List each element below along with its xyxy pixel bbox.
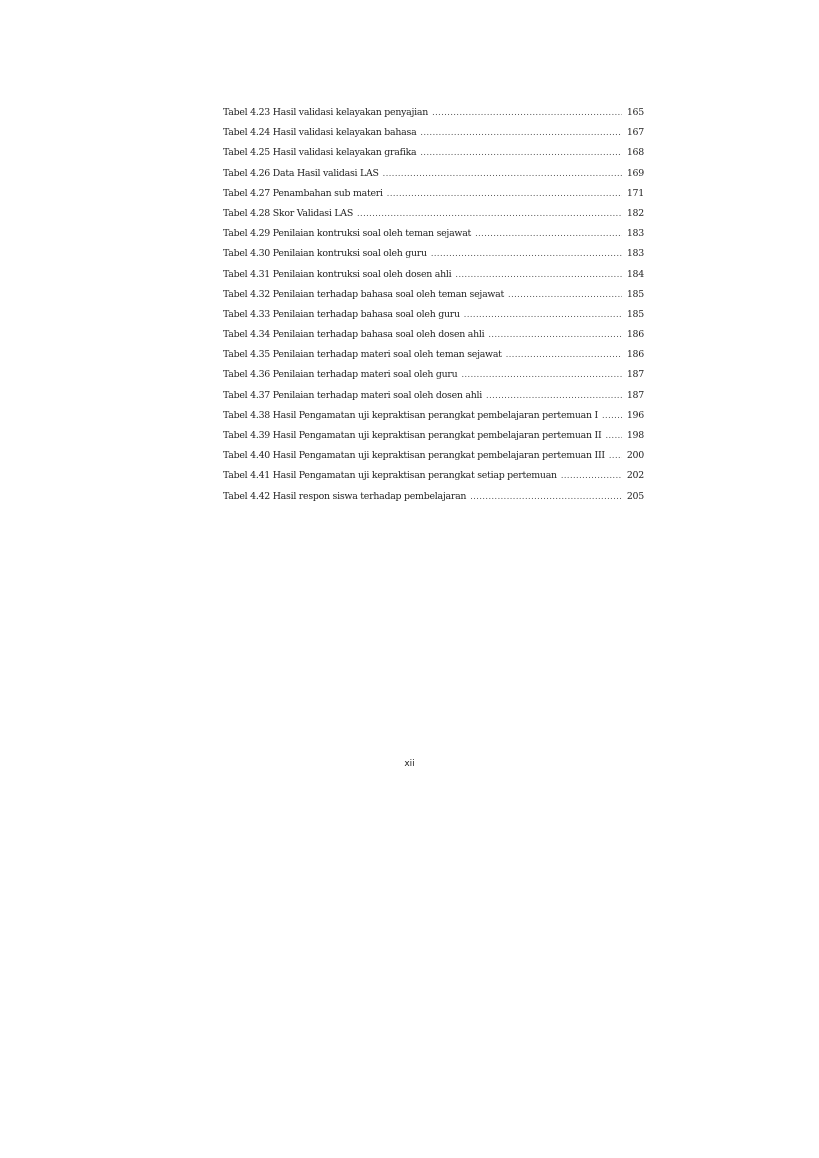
dot-leader — [605, 431, 622, 440]
toc-entry-title: Tabel 4.40 Hasil Pengamatan uji kepraktisan perangkat pembelajaran pertemuan III — [223, 450, 605, 462]
toc-entry-page-number: 183 — [626, 228, 644, 240]
dot-leader — [461, 370, 622, 379]
toc-entry-title: Tabel 4.37 Penilaian terhadap materi soal oleh dosen ahli — [223, 389, 483, 401]
dot-leader — [464, 310, 622, 319]
toc-entry-title: Tabel 4.31 Penilaian kontruksi soal oleh dosen ahli — [223, 268, 452, 280]
toc-entry-title: Tabel 4.30 Penilaian kontruksi soal oleh guru — [223, 248, 427, 260]
toc-entry — [223, 147, 644, 167]
toc-entry-page-number: 182 — [626, 207, 644, 219]
toc-entry-page-number: 165 — [626, 107, 644, 118]
page-number: xii — [404, 759, 415, 769]
toc-entry-page-number: 167 — [626, 127, 644, 139]
toc-entry — [223, 491, 644, 511]
toc-entry-page-number: 186 — [626, 349, 644, 361]
toc-entry-title: Tabel 4.39 Hasil Pengamatan uji kepraktisan perangkat pembelajaran pertemuan II — [223, 430, 602, 441]
toc-entry-page-number: 168 — [626, 147, 644, 159]
toc-entry — [223, 168, 644, 188]
toc-entry-page-number: 169 — [626, 167, 644, 179]
toc-entry — [223, 248, 644, 268]
dot-leader — [432, 108, 622, 117]
dot-leader — [475, 229, 622, 238]
toc-entry — [223, 470, 644, 490]
toc-entry — [223, 269, 644, 289]
dot-leader — [561, 471, 622, 480]
toc-entry-page-number: 205 — [626, 490, 644, 502]
toc-entry — [223, 289, 644, 309]
toc-entry-title: Tabel 4.26 Data Hasil validasi LAS — [223, 167, 379, 179]
toc-entry — [223, 329, 644, 349]
toc-entry — [223, 430, 644, 450]
dot-leader — [486, 391, 622, 400]
dot-leader — [609, 451, 622, 460]
toc-entry-title: Tabel 4.32 Penilaian terhadap bahasa soal oleh teman sejawat — [223, 288, 505, 300]
dot-leader — [420, 148, 622, 157]
dot-leader — [602, 411, 622, 420]
dot-leader — [431, 249, 622, 258]
dot-leader — [387, 189, 622, 198]
toc-entry-title: Tabel 4.25 Hasil validasi kelayakan grafika — [223, 147, 417, 159]
toc-entry — [223, 127, 644, 147]
toc-entry-page-number: 187 — [626, 369, 644, 381]
dot-leader — [420, 128, 622, 137]
toc-entry-page-number: 183 — [626, 248, 644, 260]
toc-entry-title: Tabel 4.33 Penilaian terhadap bahasa soal oleh guru — [223, 308, 460, 320]
toc-entry — [223, 188, 644, 208]
toc-entry-title: Tabel 4.35 Penilaian terhadap materi soal oleh teman sejawat — [223, 349, 502, 361]
dot-leader — [488, 330, 622, 339]
toc-entry — [223, 349, 644, 369]
toc-entry-title: Tabel 4.36 Penilaian terhadap materi soal oleh guru — [223, 369, 458, 381]
dot-leader — [383, 169, 622, 178]
toc-entry-page-number: 185 — [626, 288, 644, 300]
toc-entry-title: Tabel 4.29 Penilaian kontruksi soal oleh teman sejawat — [223, 228, 472, 240]
toc-entry-title: Tabel 4.42 Hasil respon siswa terhadap pembelajaran — [223, 490, 467, 502]
toc-entry — [223, 410, 644, 430]
dot-leader — [455, 270, 622, 279]
toc-entry-title: Tabel 4.24 Hasil validasi kelayakan bahasa — [223, 127, 417, 139]
toc-entry — [223, 228, 644, 248]
toc-entry — [223, 309, 644, 329]
toc-entry-page-number: 186 — [626, 329, 644, 341]
toc-entry-page-number: 196 — [626, 409, 644, 421]
dot-leader — [357, 209, 622, 218]
toc-entry-title: Tabel 4.41 Hasil Pengamatan uji kepraktisan perangkat setiap pertemuan — [223, 470, 557, 482]
toc-entry-page-number: 200 — [626, 450, 644, 462]
dot-leader — [506, 350, 622, 359]
toc-entry — [223, 208, 644, 228]
toc-entry-page-number: 198 — [626, 430, 644, 441]
toc-entry-page-number: 202 — [626, 470, 644, 482]
toc-entry-title: Tabel 4.23 Hasil validasi kelayakan penyajian — [223, 107, 429, 118]
toc-entry-title: Tabel 4.27 Penambahan sub materi — [223, 187, 383, 199]
toc-entry — [223, 390, 644, 410]
toc-entry-page-number: 171 — [626, 187, 644, 199]
toc-entry-page-number: 187 — [626, 389, 644, 401]
dot-leader — [470, 492, 622, 501]
toc-entry — [223, 107, 644, 127]
toc-entry — [223, 450, 644, 470]
toc-entry-page-number: 184 — [626, 268, 644, 280]
toc-entry-title: Tabel 4.38 Hasil Pengamatan uji kepraktisan perangkat pembelajaran pertemuan I — [223, 409, 598, 421]
toc-entry-title: Tabel 4.34 Penilaian terhadap bahasa soal oleh dosen ahli — [223, 329, 485, 341]
table-of-contents-list — [223, 107, 644, 511]
toc-entry-title: Tabel 4.28 Skor Validasi LAS — [223, 207, 353, 219]
toc-entry — [223, 369, 644, 389]
dot-leader — [508, 290, 622, 299]
toc-entry-page-number: 185 — [626, 308, 644, 320]
